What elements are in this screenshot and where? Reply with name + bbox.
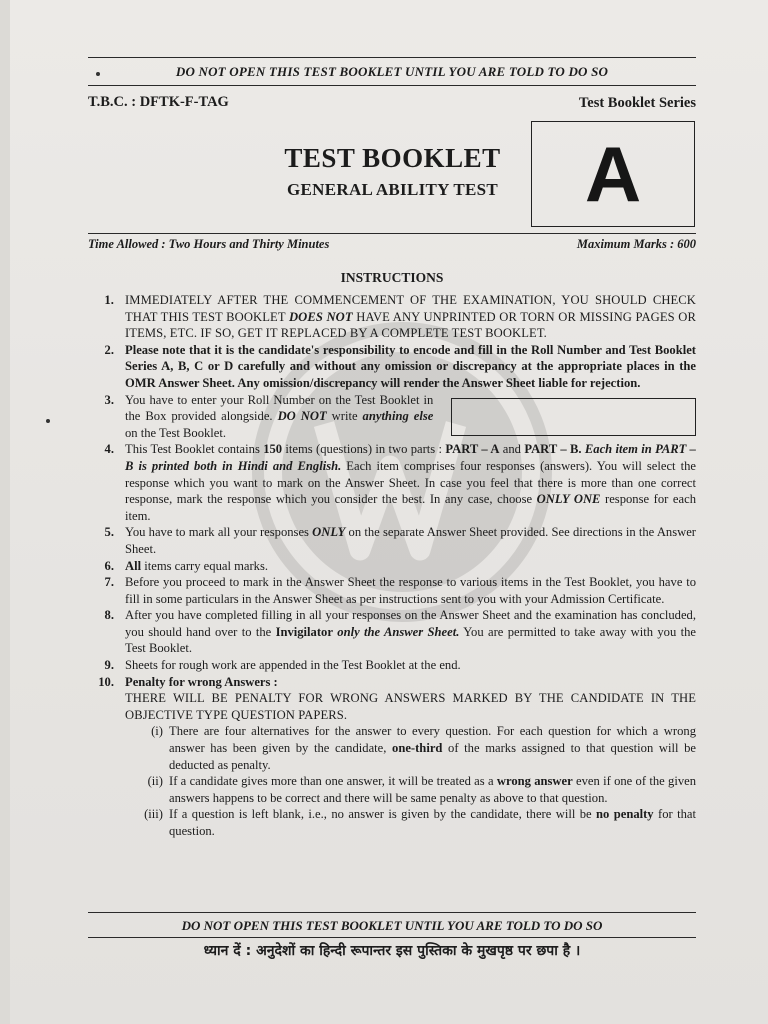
series-label: Test Booklet Series — [578, 95, 696, 111]
penalty-caps-note: THERE WILL BE PENALTY FOR WRONG ANSWERS MARKED BY THE CANDIDATE IN THE OBJECTIVE TYPE QUESTION PAPERS. — [125, 691, 696, 722]
instruction-8: 8. After you have completed filling in all your responses on the Answer Sheet and the examination has concluded, you should hand over to the Invigilator only the Answer Sheet. You are permitted to take away with you the Test Booklet. — [104, 608, 696, 656]
time-allowed: Time Allowed : Two Hours and Thirty Minutes — [88, 237, 330, 251]
hindi-note: ध्यान दें : अनुदेशों का हिन्दी रूपान्तर इस पुस्तिका के मुखपृष्ठ पर छपा है । — [203, 943, 581, 959]
instruction-7: 7. Before you proceed to mark in the Answer Sheet the response to various items in the Test Booklet, you have to fill in some particulars in the Answer Sheet as per instructions sent to you with your Admission Certificate. — [104, 575, 696, 606]
title-block — [250, 143, 535, 200]
top-rule-upper — [88, 57, 696, 58]
instruction-4: 4. This Test Booklet contains 150 items (questions) in two parts : PART – A and PART – B. Each item in PART – B is printed both in Hindi and English. Each item comprises four responses (answers). You will select the response which you want to mark on the Answer Sheet. In case you feel that there is more than one correct response, mark the response which you consider the best. In any case, choose ONLY ONE response for each item. — [104, 442, 696, 523]
time-rule — [88, 233, 696, 234]
penalty-rule-iii: (iii) If a question is left blank, i.e., no answer is given by the candidate, there will be no penalty for that question. — [144, 807, 696, 838]
instruction-1: 1. IMMEDIATELY AFTER THE COMMENCEMENT OF THE EXAMINATION, YOU SHOULD CHECK THAT THIS TEST BOOKLET DOES NOT HAVE ANY UNPRINTED OR TORN OR MISSING PAGES OR ITEMS, ETC. IF SO, GET IT REPLACED BY A COMPLETE TEST BOOKLET. — [104, 293, 696, 341]
bottom-rule-upper — [88, 912, 696, 913]
booklet-subtitle: GENERAL ABILITY TEST — [286, 180, 499, 199]
penalty-rule-i: (i) There are four alternatives for the answer to every question. For each question for which a wrong answer has been given by the candidate, one-third of the marks assigned to that question will be deducted as penalty. — [151, 724, 696, 772]
top-rule-lower — [88, 85, 696, 86]
print-speck — [46, 419, 50, 423]
bottom-warning-banner: DO NOT OPEN THIS TEST BOOKLET UNTIL YOU ARE TOLD TO DO SO — [181, 918, 603, 933]
bottom-rule-lower — [88, 937, 696, 938]
instruction-6: 6. All items carry equal marks. — [104, 558, 269, 573]
instruction-3: 3. You have to enter your Roll Number on the Test Booklet in the Box provided alongside. DO NOT write anything else on the Test Booklet. — [88, 392, 696, 442]
booklet-title: TEST BOOKLET — [284, 143, 501, 173]
penalty-title: Penalty for wrong Answers : — [125, 674, 278, 689]
top-warning-banner: DO NOT OPEN THIS TEST BOOKLET UNTIL YOU ARE TOLD TO DO SO — [175, 64, 609, 79]
series-box — [531, 121, 695, 227]
instructions-heading: INSTRUCTIONS — [340, 270, 444, 285]
instructions-list — [88, 292, 696, 840]
series-letter: A — [584, 130, 642, 218]
instruction-10: 10. Penalty for wrong Answers : THERE WILL BE PENALTY FOR WRONG ANSWERS MARKED BY THE CANDIDATE IN THE OBJECTIVE TYPE QUESTION PAPERS. (i) There are four alternatives for the answer to every question. For each question for which a wrong answer has been given by the candidate, one-third of the marks assigned to that question will be deducted as penalty. (ii) If a candidate gives more than one answer, it will be treated as a wrong answer even if one of the given answers happens to be correct and there will be same penalty as above to that question. (iii) If a question is left blank, i.e., no answer is given by the candidate, there will be no penalty for that question. — [98, 674, 696, 838]
print-speck — [96, 72, 100, 76]
tbc-code: T.B.C. : DFTK-F-TAG — [88, 94, 229, 110]
maximum-marks: Maximum Marks : 600 — [576, 237, 696, 251]
roll-number-box[interactable] — [451, 398, 696, 436]
instruction-5: 5. You have to mark all your responses ONLY on the separate Answer Sheet provided. See directions in the Answer Sheet. — [104, 525, 696, 556]
penalty-rule-ii: (ii) If a candidate gives more than one answer, it will be treated as a wrong answer even if one of the given answers happens to be correct and there will be same penalty as above to that question. — [147, 774, 696, 805]
instruction-2: 2. Please note that it is the candidate's responsibility to encode and fill in the Roll Number and Test Booklet Series A, B, C or D carefully and without any omission or discrepancy at the appropriate places in the OMR Answer Sheet. Any omission/discrepancy will render the Answer Sheet liable for rejection. — [104, 342, 696, 390]
page-edge-shadow — [0, 0, 10, 1024]
instruction-9: 9. Sheets for rough work are appended in the Test Booklet at the end. — [104, 658, 461, 673]
